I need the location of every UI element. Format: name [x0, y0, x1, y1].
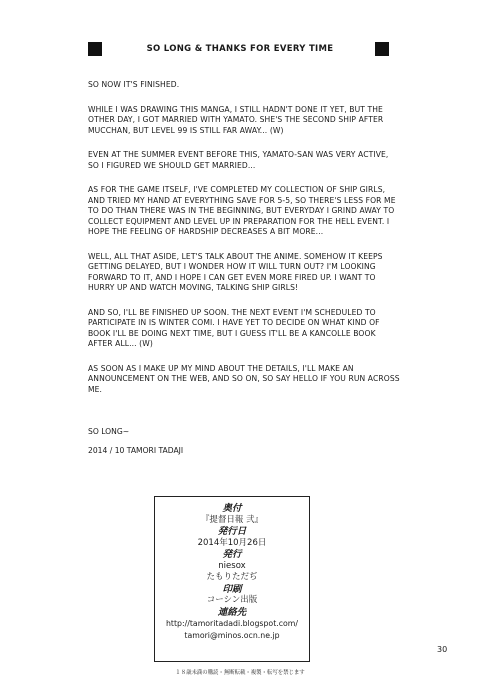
afterword-body [88, 80, 400, 409]
paragraph: AS SOON AS I MAKE UP MY MIND ABOUT THE DETAILS, I'LL MAKE AN ANNOUNCEMENT ON THE WEB, AND SO ON, SO SAY HELLO IF YOU RUN ACROSS ME. [88, 363, 400, 394]
book-title: 『提督日報 弐』 [200, 514, 264, 525]
email-address[interactable]: tamori@minos.ocn.ne.jp [184, 630, 280, 640]
pub-date: 2014年10月26日 [197, 537, 267, 548]
pub-date-label: 発行日 [217, 526, 247, 537]
author-name: たもりただぢ [206, 572, 258, 582]
paragraph: WHILE I WAS DRAWING THIS MANGA, I STILL HADN'T DONE IT YET, BUT THE OTHER DAY, I GOT MARRIED WITH YAMATO. SHE'S THE SECOND SHIP AFTER MUCCHAN, BUT LEVEL 99 IS STILL FAR AWAY... (W) [88, 104, 384, 135]
blog-url[interactable]: http://tamoritadadi.blogspot.com/ [165, 619, 299, 628]
date-author: 2014 / 10 TAMORI TADAJI [88, 446, 184, 455]
paragraph: SO NOW IT'S FINISHED. [88, 80, 180, 89]
circle-name: niesox [218, 560, 246, 571]
paragraph: AND SO, I'LL BE FINISHED UP SOON. THE NEXT EVENT I'M SCHEDULED TO PARTICIPATE IN IS WINTER COMI. I HAVE YET TO DECIDE ON WHAT KIND OF BOOK I'LL BE DOING NEXT TIME, BUT I GUESS IT'LL BE A KANCOLLE BOOK AFTER ALL... (W) [88, 307, 380, 348]
paragraph: AS FOR THE GAME ITSELF, I'VE COMPLETED MY COLLECTION OF SHIP GIRLS, AND TRIED MY HAND AT EVERYTHING SAVE FOR 5-5, SO THERE'S LESS FOR ME TO DO THAN THERE WAS IN THE BEGINNING, BUT EVERYDAY I GRIND AWAY TO COLLECT EQUIPMENT AND LEVEL UP IN PREPARATION FOR THE HELL EVENT. I HOPE THE FEELING OF HARDSHIP DECREASES A BIT MORE... [88, 185, 396, 236]
signoff: SO LONG~ [88, 427, 130, 436]
colophon-label: 奥付 [222, 503, 242, 514]
page-number: 30 [437, 645, 448, 654]
left-square-bullet [88, 42, 102, 56]
right-square-bullet [375, 42, 389, 56]
printing-label: 印刷 [222, 583, 242, 595]
contact-label: 連絡先 [217, 606, 247, 618]
colophon-box [154, 496, 310, 662]
printer-name: コーシン出版 [206, 595, 258, 605]
page-title: SO LONG & THANKS FOR EVERY TIME [146, 44, 334, 54]
age-restriction-notice: １８歳未満の購読・無断転載・複製・転写を禁じます [175, 670, 305, 676]
paragraph: WELL, ALL THAT ASIDE, LET'S TALK ABOUT THE ANIME. SOMEHOW IT KEEPS GETTING DELAYED, BUT I WONDER HOW IT WILL TURN OUT? I'M LOOKING FORWARD TO IT, AND I HOPE I CAN GET EVEN MORE FIRED UP. I WANT TO HURRY UP AND WATCH MOVING, TALKING SHIP GIRLS! [88, 251, 383, 292]
publisher-label: 発行 [222, 549, 242, 560]
paragraph: EVEN AT THE SUMMER EVENT BEFORE THIS, YAMATO-SAN WAS VERY ACTIVE, SO I FIGURED WE SHOULD GET MARRIED... [88, 150, 389, 170]
